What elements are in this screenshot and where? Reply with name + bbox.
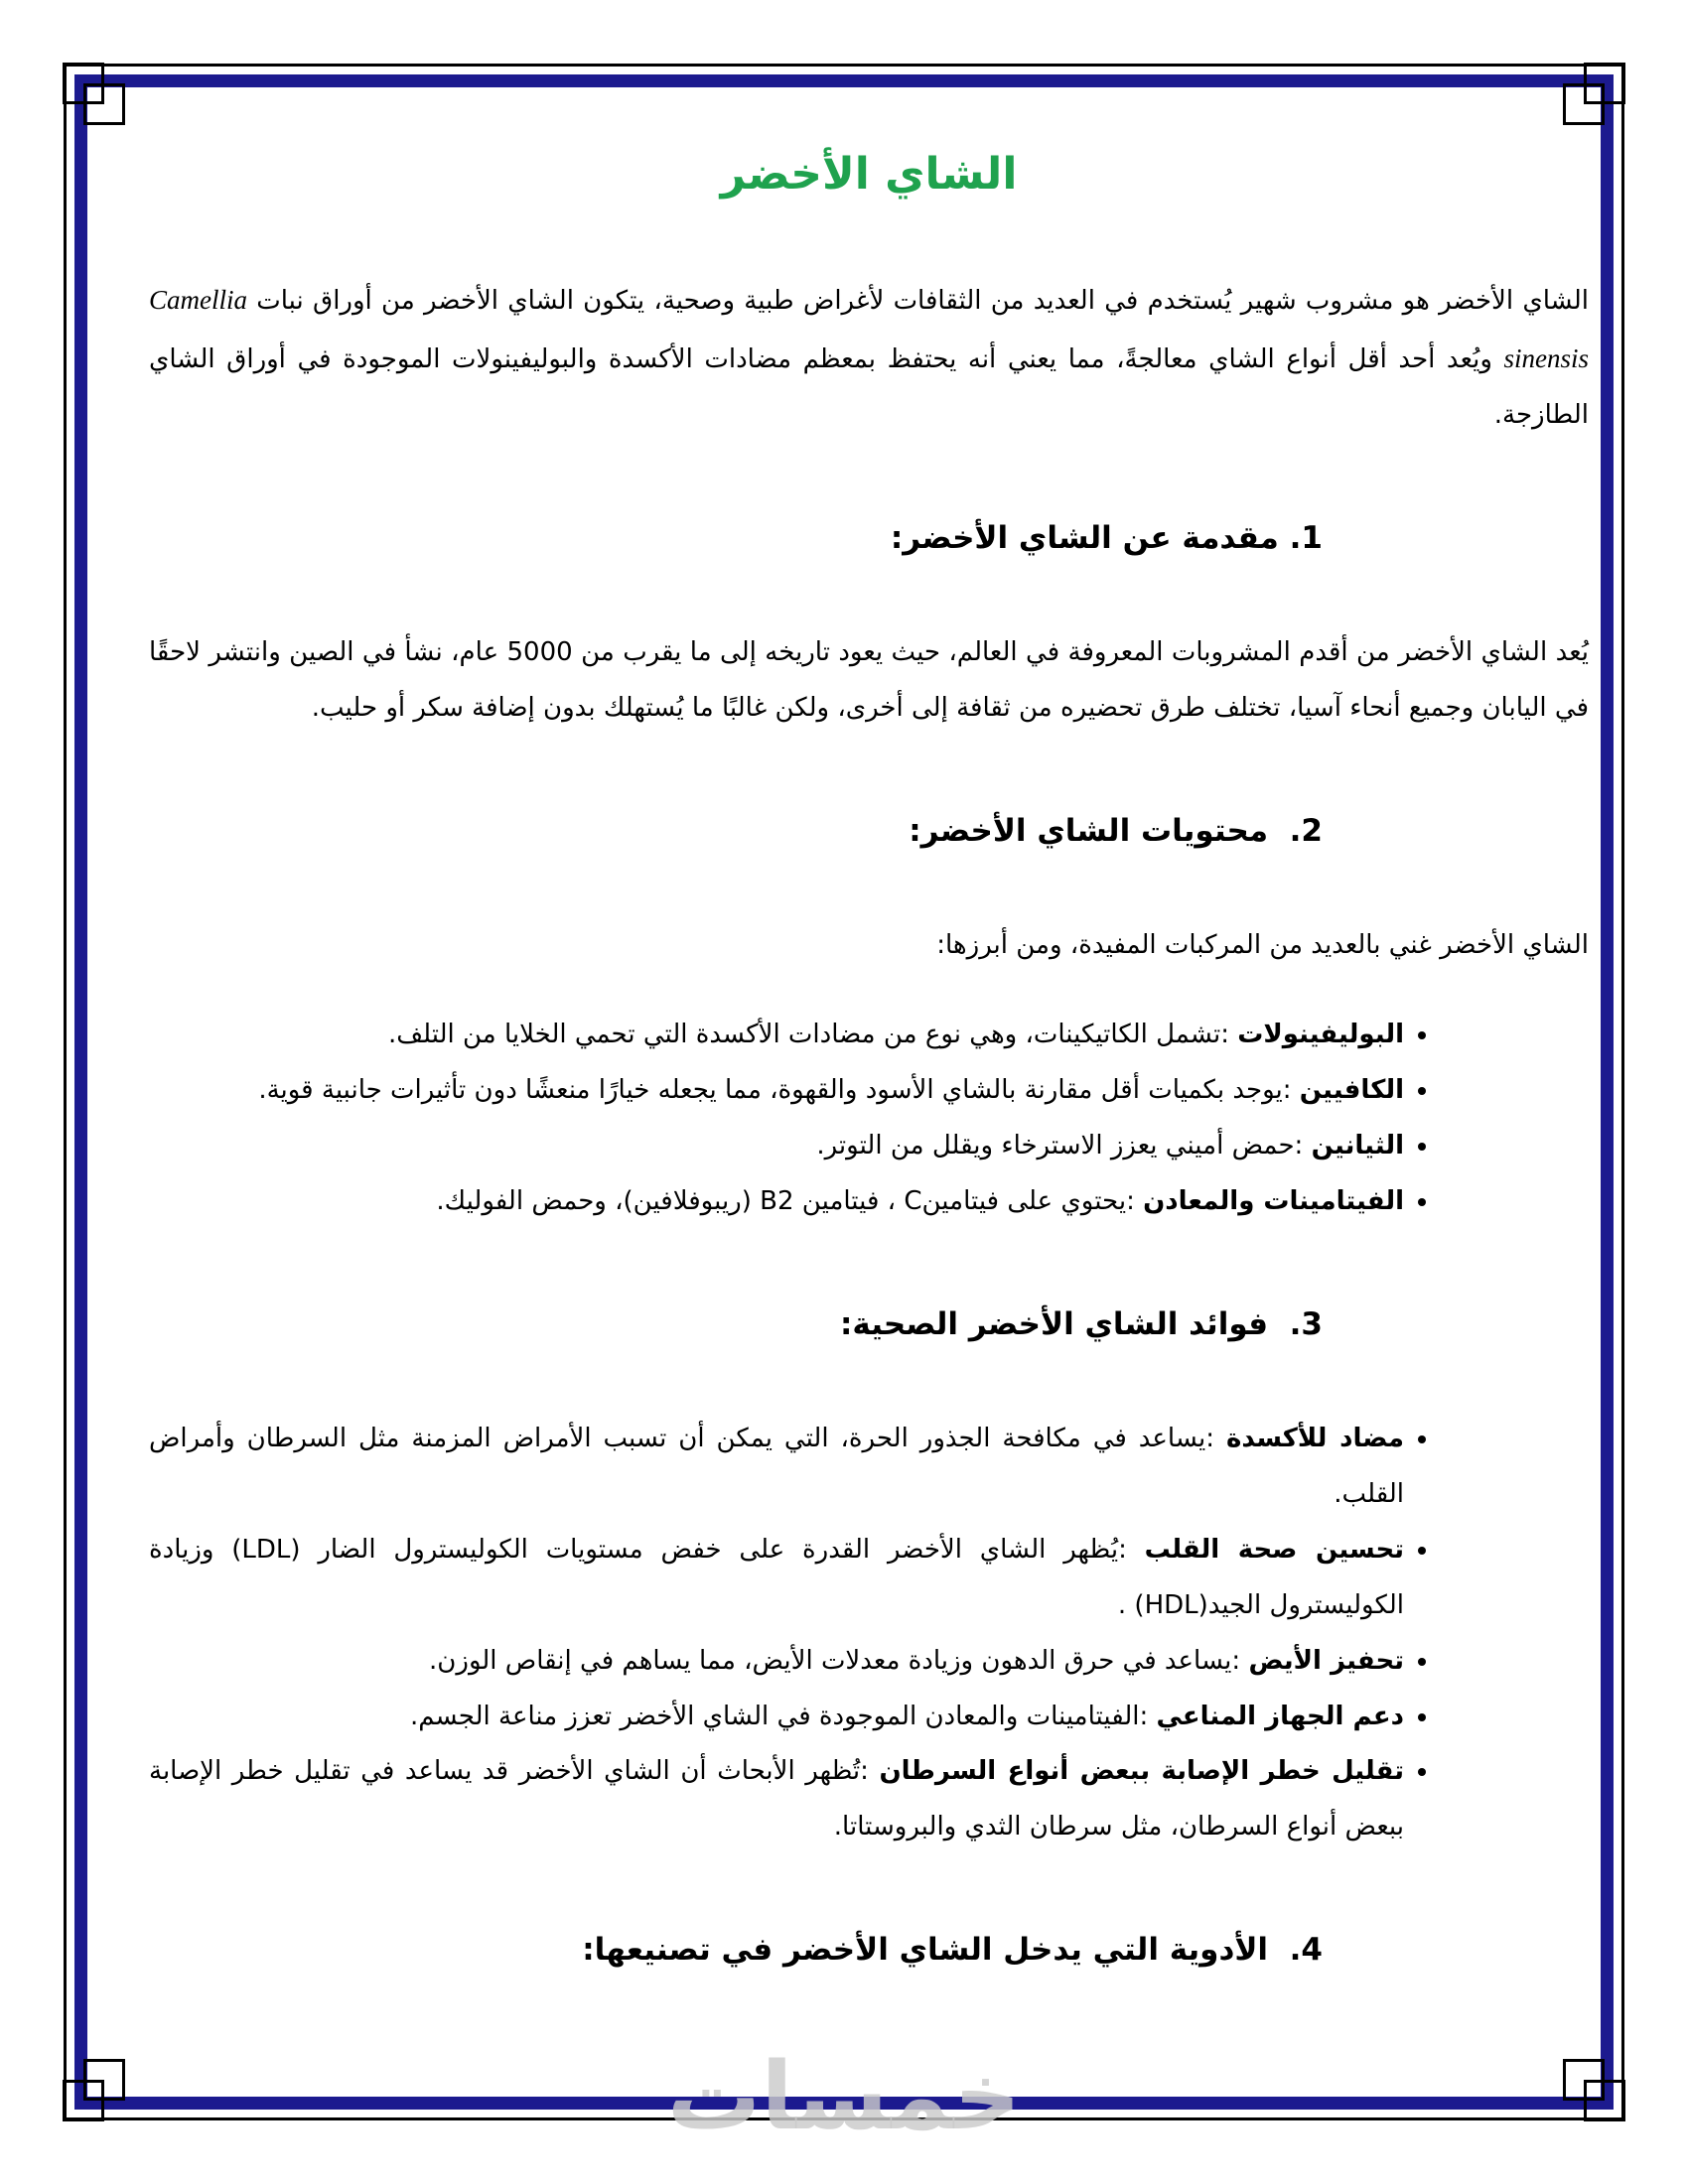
bullet-desc: :يساعد في حرق الدهون وزيادة معدلات الأيض، مما يساهم في إنقاص الوزن.: [429, 1645, 1249, 1676]
species-name: Camellia sinensis: [149, 285, 1589, 373]
intro-text-before-species: الشاي الأخضر هو مشروب شهير يُستخدم في العديد من الثقافات لأغراض طبية وصحية، يتكون الشاي الأخضر من أوراق نبات: [247, 286, 1589, 316]
page-title: الشاي الأخضر: [720, 149, 1018, 200]
intro-text-after-species: ويُعد أحد أقل أنواع الشاي معالجةً، مما يعني أنه يحتفظ بمعظم مضادات الأكسدة والبوليفينولات الموجودة في أوراق الشاي الطازجة.: [149, 343, 1589, 430]
section-2-heading: 2. محتويات الشاي الأخضر:: [909, 812, 1323, 849]
bullet-term: البوليفينولات: [1237, 1020, 1404, 1050]
bullet-desc: :يوجد بكميات أقل مقارنة بالشاي الأسود والقهوة، مما يجعله خيارًا منعشًا دون تأثيرات جانبية قوية.: [258, 1075, 1300, 1106]
section-1-heading: 1. مقدمة عن الشاي الأخضر:: [890, 519, 1323, 556]
list-item: [149, 1523, 1404, 1634]
section-3-heading: 3. فوائد الشاي الأخضر الصحية:: [840, 1305, 1323, 1342]
list-item: [149, 1412, 1404, 1523]
bullet-desc: :يساعد في مكافحة الجذور الحرة، التي يمكن أن تسبب الأمراض المزمنة مثل السرطان وأمراض القلب.: [149, 1424, 1404, 1509]
bullet-desc: :تشمل الكاتيكينات، وهي نوع من مضادات الأكسدة التي تحمي الخلايا من التلف.: [387, 1020, 1238, 1050]
bullet-term: تحسين صحة القلب: [1144, 1534, 1404, 1565]
bullet-desc: :يحتوي على فيتامينC ، فيتامين B2 (ريبوفلافين)، وحمض الفوليك.: [436, 1185, 1144, 1216]
list-item: [149, 1690, 1404, 1745]
corner-ornament-top-right-inner: [1563, 83, 1605, 125]
list-item: [149, 1634, 1404, 1690]
bullet-term: دعم الجهاز المناعي: [1156, 1701, 1404, 1731]
watermark: خمسات: [666, 2043, 1022, 2151]
bullet-term: الفيتامينات والمعادن: [1143, 1185, 1404, 1216]
section-2-intro: الشاي الأخضر غني بالعديد من المركبات المفيدة، ومن أبرزها:: [936, 930, 1589, 961]
document-content: [149, 147, 1589, 2038]
bullet-desc: :حمض أميني يعزز الاسترخاء ويقلل من التوتر.: [816, 1130, 1312, 1160]
bullet-term: الثيانين: [1311, 1130, 1404, 1160]
bullet-term: تحفيز الأيض: [1248, 1645, 1404, 1676]
bullet-term: تقليل خطر الإصابة ببعض أنواع السرطان: [879, 1756, 1404, 1787]
section-3-bullet-list: [149, 1412, 1432, 1855]
section-2-bullet-list: [149, 1008, 1432, 1230]
section-4-heading: 4. الأدوية التي يدخل الشاي الأخضر في تصنيعها:: [582, 1932, 1323, 1969]
bullet-desc: :يُظهر الشاي الأخضر القدرة على خفض مستويات الكوليسترول الضار (LDL) وزيادة الكوليسترول الجيد(HDL) .: [149, 1534, 1404, 1620]
corner-ornament-bottom-left-inner: [83, 2059, 125, 2101]
corner-ornament-bottom-right-inner: [1563, 2059, 1605, 2101]
list-item: [149, 1119, 1404, 1174]
list-item: [149, 1063, 1404, 1119]
bullet-desc: :الفيتامينات والمعادن الموجودة في الشاي الأخضر تعزز مناعة الجسم.: [410, 1701, 1157, 1731]
list-item: [149, 1174, 1404, 1230]
corner-ornament-top-left-inner: [83, 83, 125, 125]
bullet-term: مضاد للأكسدة: [1225, 1424, 1404, 1454]
bullet-term: الكافيين: [1299, 1075, 1404, 1106]
bullet-desc: :تُظهر الأبحاث أن الشاي الأخضر قد يساعد في تقليل خطر الإصابة ببعض أنواع السرطان، مثل سرطان الثدي والبروستاتا.: [149, 1756, 1404, 1843]
section-1-paragraph: يُعد الشاي الأخضر من أقدم المشروبات المعروفة في العالم، حيث يعود تاريخه إلى ما يقرب من 5000 عام، نشأ في الصين وانتشر لاحقًا في اليابان وجميع أنحاء آسيا، تختلف طرق تحضيره من ثقافة إلى أخرى، ولكن غالبًا ما يُستهلك بدون إضافة سكر أو حليب.: [149, 637, 1589, 723]
list-item: [149, 1008, 1404, 1063]
list-item: [149, 1744, 1404, 1855]
intro-paragraph: [149, 271, 1589, 444]
